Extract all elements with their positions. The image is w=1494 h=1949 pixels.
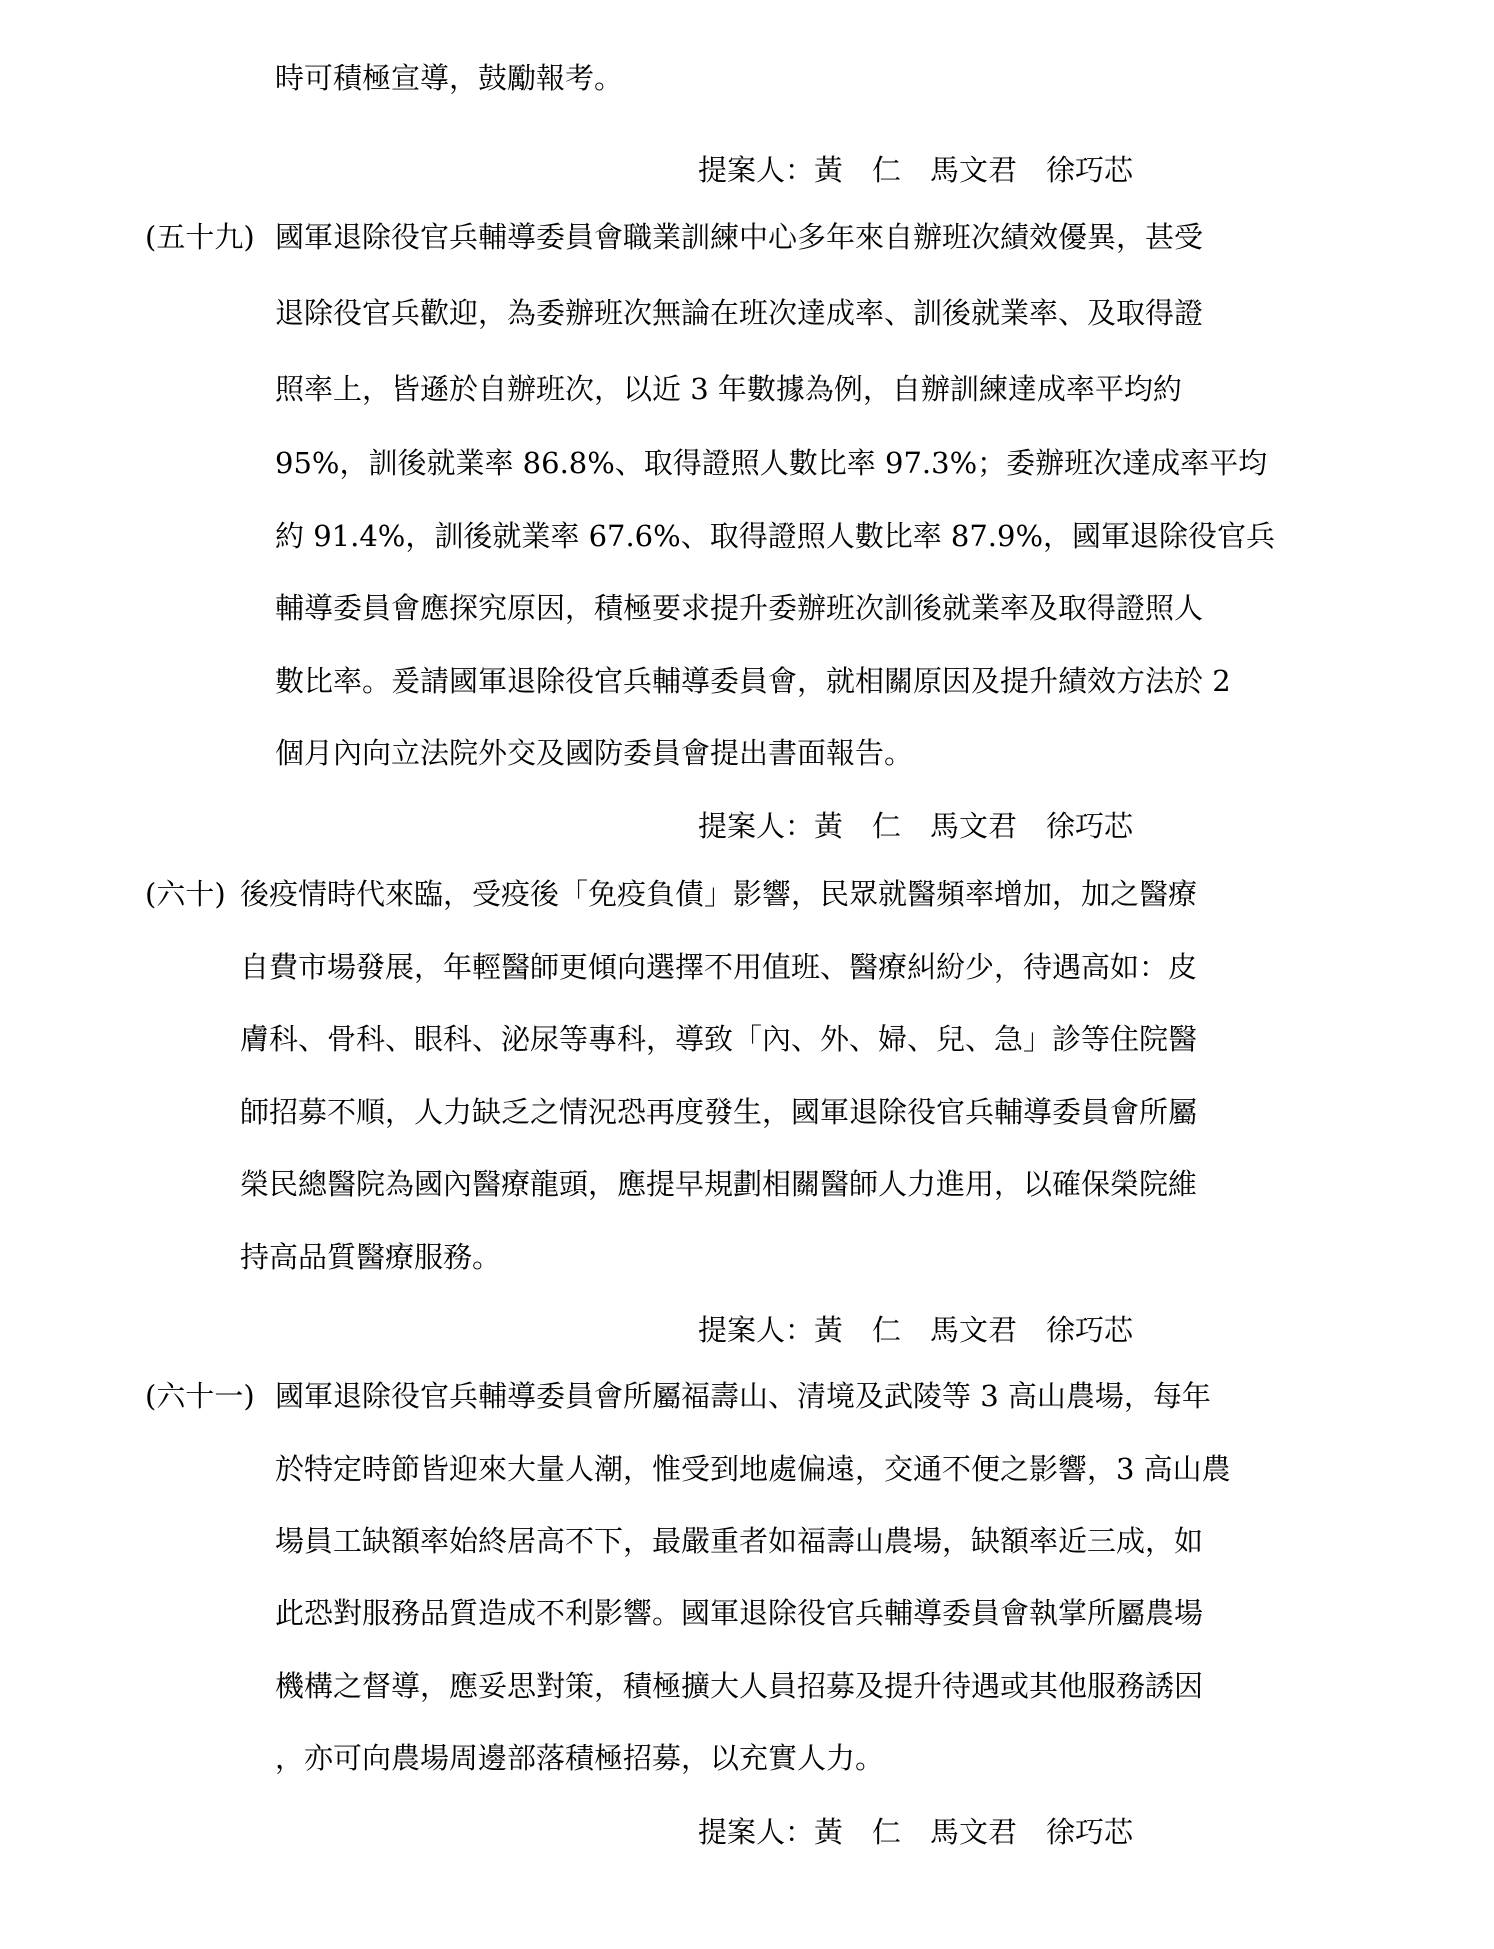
item-61-line-1: 國軍退除役官兵輔導委員會所屬福壽山、清境及武陵等 3 高山農場，每年 <box>275 1379 1211 1413</box>
item-59-line-2: 退除役官兵歡迎，為委辦班次無論在班次達成率、訓後就業率、及取得證 <box>275 296 1204 330</box>
item-61-label: (六十一) <box>145 1379 255 1413</box>
item-61-line-3: 場員工缺額率始終居高不下，最嚴重者如福壽山農場，缺額率近三成，如 <box>275 1524 1204 1558</box>
item-59-line-3: 照率上，皆遜於自辦班次，以近 3 年數據為例，自辦訓練達成率平均約 <box>275 372 1182 406</box>
item-59-proposer: 提案人：黃 仁 馬文君 徐巧芯 <box>698 809 1134 843</box>
item-59-line-4: 95%，訓後就業率 86.8%、取得證照人數比率 97.3%；委辦班次達成率平均 <box>275 446 1268 480</box>
intro-proposer: 提案人：黃 仁 馬文君 徐巧芯 <box>698 153 1134 187</box>
item-60-line-6: 持高品質醫療服務。 <box>240 1240 502 1274</box>
item-59-line-6: 輔導委員會應探究原因，積極要求提升委辦班次訓後就業率及取得證照人 <box>275 591 1204 625</box>
item-61-line-2: 於特定時節皆迎來大量人潮，惟受到地處偏遠，交通不便之影響，3 高山農 <box>275 1452 1231 1486</box>
item-60-label: (六十) <box>145 877 226 911</box>
intro-line: 時可積極宣導，鼓勵報考。 <box>275 61 624 95</box>
item-60-line-2: 自費市場發展，年輕醫師更傾向選擇不用值班、醫療糾紛少，待遇高如：皮 <box>240 950 1198 984</box>
item-61-proposer: 提案人：黃 仁 馬文君 徐巧芯 <box>698 1815 1134 1849</box>
item-60-proposer: 提案人：黃 仁 馬文君 徐巧芯 <box>698 1313 1134 1347</box>
item-60-line-4: 師招募不順，人力缺乏之情況恐再度發生，國軍退除役官兵輔導委員會所屬 <box>240 1095 1198 1129</box>
item-59-label: (五十九) <box>145 220 255 254</box>
item-59-line-7: 數比率。爰請國軍退除役官兵輔導委員會，就相關原因及提升績效方法於 2 <box>275 664 1231 698</box>
item-60-line-3: 膚科、骨科、眼科、泌尿等專科，導致「內、外、婦、兒、急」診等住院醫 <box>240 1022 1198 1056</box>
item-59-line-1: 國軍退除役官兵輔導委員會職業訓練中心多年來自辦班次績效優異，甚受 <box>275 220 1204 254</box>
item-59-line-8: 個月內向立法院外交及國防委員會提出書面報告。 <box>275 736 914 770</box>
item-61-line-4: 此恐對服務品質造成不利影響。國軍退除役官兵輔導委員會執掌所屬農場 <box>275 1596 1204 1630</box>
item-59-line-5: 約 91.4%，訓後就業率 67.6%、取得證照人數比率 87.9%，國軍退除役官兵 <box>275 519 1276 553</box>
item-61-line-5: 機構之督導，應妥思對策，積極擴大人員招募及提升待遇或其他服務誘因 <box>275 1669 1204 1703</box>
item-60-line-5: 榮民總醫院為國內醫療龍頭，應提早規劃相關醫師人力進用，以確保榮院維 <box>240 1167 1198 1201</box>
item-61-line-6: ，亦可向農場周邊部落積極招募，以充實人力。 <box>275 1741 885 1775</box>
item-60-line-1: 後疫情時代來臨，受疫後「免疫負債」影響，民眾就醫頻率增加，加之醫療 <box>240 877 1198 911</box>
